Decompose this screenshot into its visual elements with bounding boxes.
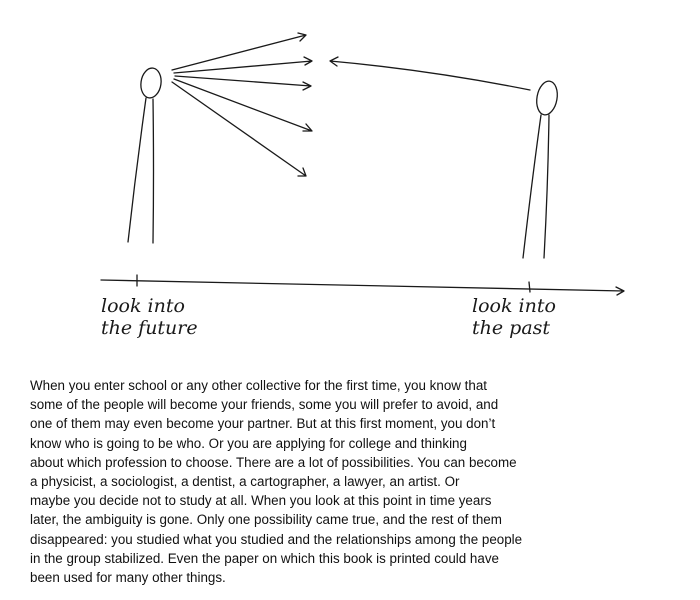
future-arrow-2 [174, 57, 312, 73]
caption-line: disappeared: you studied what you studied and the relationships among the people [30, 531, 523, 547]
caption-line: in the group stabilized. Even the paper on which this book is printed could have [30, 550, 499, 566]
future-arrow-5 [172, 82, 306, 176]
timeline-axis [101, 280, 624, 295]
right-stick-figure [523, 80, 560, 258]
left-stick-figure [128, 67, 163, 243]
timeline [101, 275, 624, 295]
left-figure-head [139, 67, 163, 99]
caption-line: a physicist, a sociologist, a dentist, a cartographer, a lawyer, an artist. Or [30, 474, 460, 490]
caption-line: know who is going to be who. Or you are applying for college and thinking [30, 435, 467, 451]
caption-line: later, the ambiguity is gone. Only one possibility came true, and the rest of them [30, 512, 502, 528]
caption-line: about which profession to choose. There are a lot of possibilities. You can become [30, 454, 517, 470]
future-arrow-4 [174, 79, 312, 131]
right-figure-head [534, 80, 560, 117]
label-past-line-1: look into [472, 295, 556, 317]
label-future-line-1: look into [101, 295, 185, 317]
caption-text [30, 376, 550, 587]
past-arrow [330, 57, 530, 90]
right-figure-body [523, 115, 549, 258]
timeline-tick-past [529, 282, 530, 292]
left-figure-body [128, 98, 154, 243]
caption-line: When you enter school or any other collective for the first time, you know that [30, 378, 487, 393]
future-arrow-1 [172, 33, 306, 70]
caption-line: been used for many other things. [30, 570, 226, 586]
caption-line: maybe you decide not to study at all. When you look at this point in time years [30, 493, 492, 509]
label-future-line-2: the future [101, 317, 198, 339]
future-arrow-3 [175, 76, 311, 90]
caption-line: some of the people will become your friends, some you will prefer to avoid, and [30, 397, 499, 413]
caption-line: one of them may even become your partner. But at this first moment, you don’t [30, 416, 496, 432]
future-arrows [172, 33, 312, 176]
label-past-line-2: the past [472, 317, 551, 339]
